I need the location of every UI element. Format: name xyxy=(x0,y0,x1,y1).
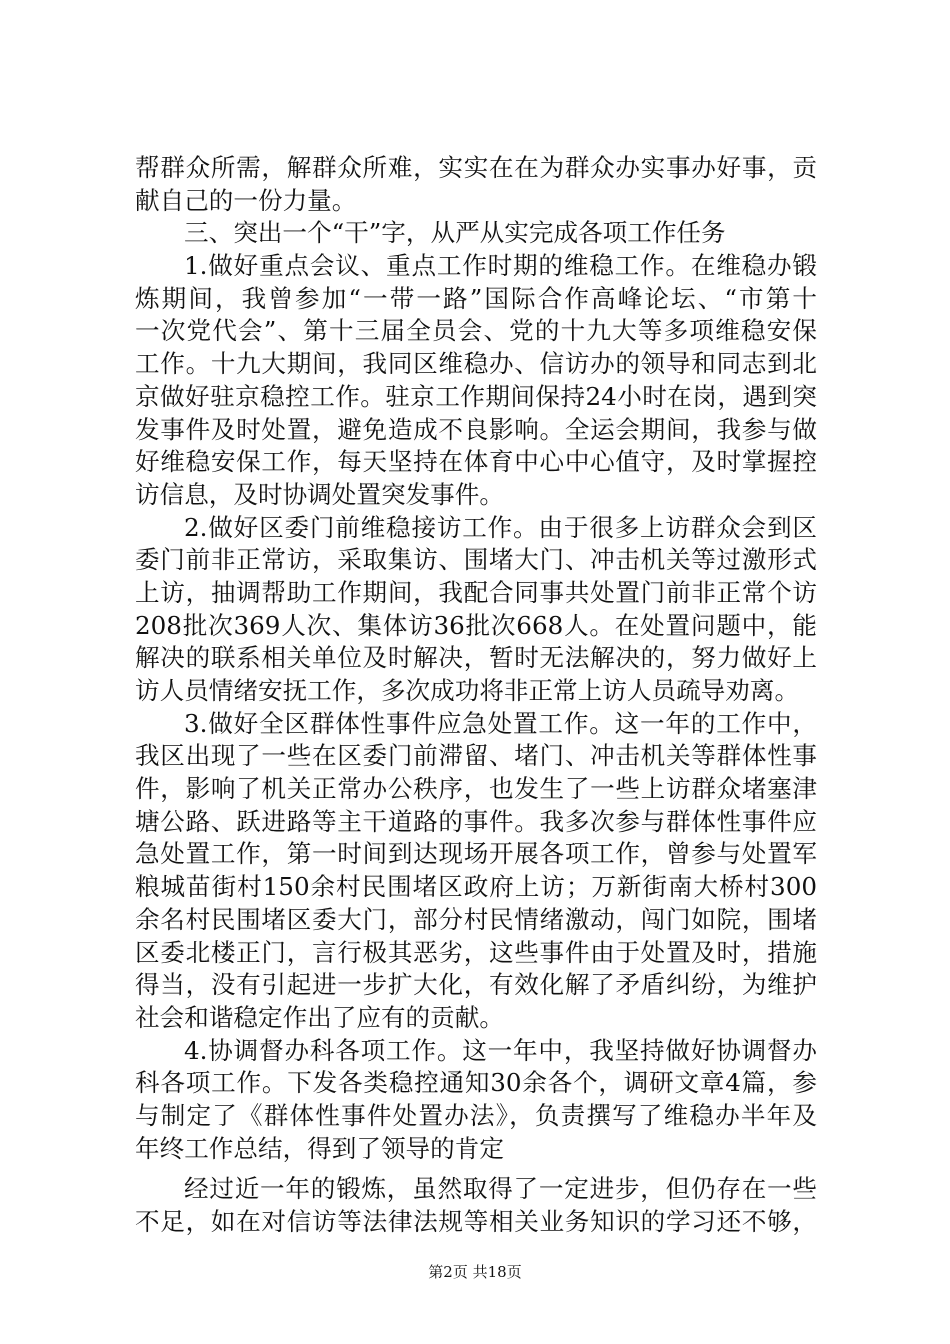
text-line: 2.做好区委门前维稳接访工作。由于很多上访群众会到区 xyxy=(184,512,817,542)
text-line: 区委北楼正门，言行极其恶劣，这些事件由于处置及时，措施 xyxy=(135,937,817,967)
text-line: 访信息，及时协调处置突发事件。 xyxy=(135,479,504,509)
text-line: 献自己的一份力量。 xyxy=(135,185,357,215)
paragraph-gap xyxy=(135,1165,817,1173)
text-line: 急处置工作，第一时间到达现场开展各项工作，曾参与处置军 xyxy=(135,839,817,869)
text-line: 访人员情绪安抚工作，多次成功将非正常上访人员疏导劝离。 xyxy=(135,676,800,705)
text-line: 不足，如在对信访等法律法规等相关业务知识的学习还不够， xyxy=(135,1207,817,1236)
text-line: 粮城苗街村150余村民围堵区政府上访；万新街南大桥村300 xyxy=(135,872,817,902)
text-line: 委门前非正常访，采取集访、围堵大门、冲击机关等过激形式 xyxy=(135,545,817,575)
section-heading: 三、突出一个“干”字，从严从实完成各项工作任务 xyxy=(184,218,726,248)
text-line: 帮群众所需，解群众所难，实实在在为群众办实事办好事，贡 xyxy=(135,153,817,182)
text-line: 好维稳安保工作，每天坚持在体育中心中心值守，及时掌握控 xyxy=(135,447,817,477)
body-text xyxy=(135,152,817,1239)
text-line: 塘公路、跃进路等主干道路的事件。我多次参与群体性事件应 xyxy=(135,806,817,836)
text-line: 经过近一年的锻炼，虽然取得了一定进步，但仍存在一些 xyxy=(184,1174,817,1204)
text-line: 工作。十九大期间，我同区维稳办、信访办的领导和同志到北 xyxy=(135,349,817,379)
text-line: 年终工作总结，得到了领导的肯定 xyxy=(135,1133,504,1163)
text-line: 得当，没有引起进一步扩大化，有效化解了矛盾纠纷，为维护 xyxy=(135,970,817,1000)
text-line: 炼期间，我曾参加“一带一路”国际合作高峰论坛、“市第十 xyxy=(135,283,817,313)
text-line: 上访，抽调帮助工作期间，我配合同事共处置门前非正常个访 xyxy=(135,577,817,607)
text-line: 社会和谐稳定作出了应有的贡献。 xyxy=(135,1002,504,1032)
text-line: 我区出现了一些在区委门前滞留、堵门、冲击机关等群体性事 xyxy=(135,741,817,771)
text-line: 科各项工作。下发各类稳控通知30余各个，调研文章4篇，参 xyxy=(135,1068,817,1098)
text-line: 解决的联系相关单位及时解决，暂时无法解决的，努力做好上 xyxy=(135,643,817,673)
text-line: 208批次369人次、集体访36批次668人。在处置问题中，能 xyxy=(135,610,817,640)
text-line: 一次党代会”、第十三届全员会、党的十九大等多项维稳安保 xyxy=(135,316,817,346)
text-line: 发事件及时处置，避免造成不良影响。全运会期间，我参与做 xyxy=(135,414,817,444)
text-line: 3.做好全区群体性事件应急处置工作。这一年的工作中， xyxy=(184,708,817,738)
text-line: 件，影响了机关正常办公秩序，也发生了一些上访群众堵塞津 xyxy=(135,774,817,804)
text-line: 京做好驻京稳控工作。驻京工作期间保持24小时在岗，遇到突 xyxy=(135,381,817,411)
page-number-footer: 第2页 共18页 xyxy=(428,1263,522,1281)
text-line: 1.做好重点会议、重点工作时期的维稳工作。在维稳办锻 xyxy=(184,251,817,281)
text-line: 4.协调督办科各项工作。这一年中，我坚持做好协调督办 xyxy=(184,1035,817,1065)
text-line: 与制定了《群体性事件处置办法》，负责撰写了维稳办半年及 xyxy=(135,1100,817,1130)
text-line: 余名村民围堵区委大门，部分村民情绪激动，闯门如院，围堵 xyxy=(135,904,817,934)
